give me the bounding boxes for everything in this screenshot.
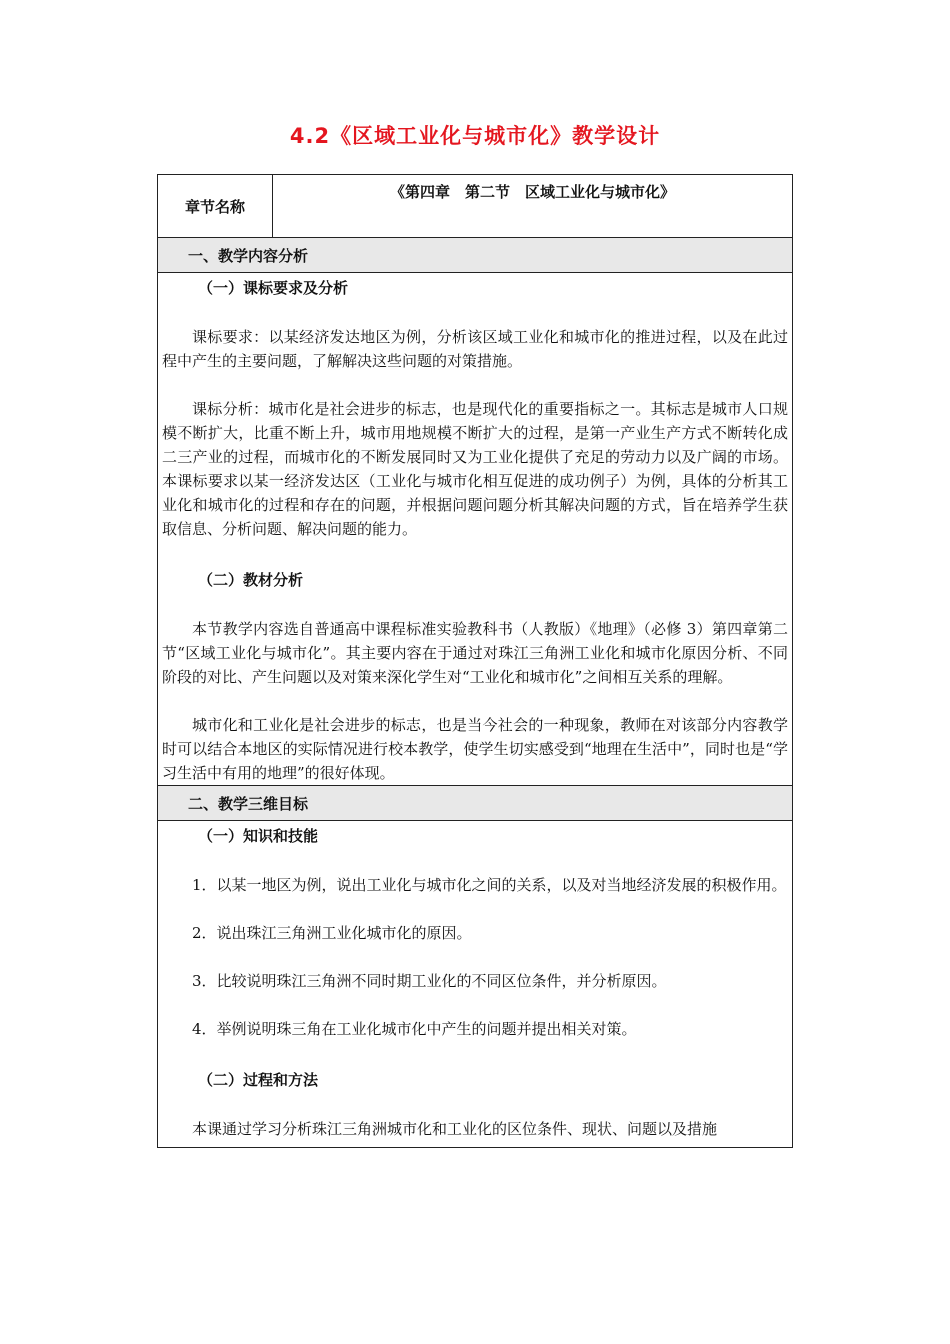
lesson-plan-table	[157, 174, 793, 1148]
section2-body-row	[158, 821, 793, 1148]
section2-heading-row	[158, 786, 793, 821]
section1-paragraph: 课标要求：以某经济发达地区为例，分析该区域工业化和城市化的推进过程，以及在此过程中产生的主要问题，了解解决这些问题的对策措施。	[162, 328, 788, 370]
document-title: 4.2《区域工业化与城市化》教学设计	[289, 124, 661, 148]
section2-sub2: （二）过程和方法	[198, 1071, 319, 1089]
section1-heading-row	[158, 238, 793, 273]
chapter-label: 章节名称	[158, 175, 273, 238]
section1-sub2: （二）教材分析	[198, 571, 304, 589]
section2-paragraph: 本课通过学习分析珠江三角洲城市化和工业化的区位条件、现状、问题以及措施	[192, 1120, 718, 1138]
section1-paragraph: 城市化和工业化是社会进步的标志，也是当今社会的一种现象，教师在对该部分内容教学时可以结合本地区的实际情况进行校本教学，使学生切实感受到“地理在生活中”，同时也是“学习生活中有用的地理”的很好体现。	[162, 716, 788, 782]
section1-body-row	[158, 273, 793, 786]
section2-body	[158, 821, 793, 1148]
objective-item: 3．比较说明珠江三角洲不同时期工业化的不同区位条件，并分析原因。	[192, 972, 667, 990]
chapter-value: 《第四章 第二节 区域工业化与城市化》	[273, 175, 793, 238]
objective-item: 4．举例说明珠三角在工业化城市化中产生的问题并提出相关对策。	[192, 1020, 637, 1038]
section1-paragraph: 课标分析：城市化是社会进步的标志，也是现代化的重要指标之一。其标志是城市人口规模不断扩大，比重不断上升，城市用地规模不断扩大的过程，是第一产业生产方式不断转化成二三产业的过程，而城市化的不断发展同时又为工业化提供了充足的劳动力以及广阔的市场。本课标要求以某一经济发达区（工业化与城市化相互促进的成功例子）为例，具体的分析其工业化和城市化的过程和存在的问题，并根据问题问题分析其解决问题的方式，旨在培养学生获取信息、分析问题、解决问题的能力。	[162, 400, 788, 538]
section1-heading: 一、教学内容分析	[158, 238, 793, 273]
section2-sub1: （一）知识和技能	[198, 827, 319, 845]
header-row	[158, 175, 793, 238]
objective-item: 1．以某一地区为例，说出工业化与城市化之间的关系，以及对当地经济发展的积极作用。	[192, 876, 787, 894]
section1-paragraph: 本节教学内容选自普通高中课程标准实验教科书（人教版）《地理》（必修 3）第四章第二节“区域工业化与城市化”。其主要内容在于通过对珠江三角洲工业化和城市化原因分析、不同阶段的对比、产生问题以及对策来深化学生对“工业化和城市化”之间相互关系的理解。	[162, 620, 788, 686]
objective-item: 2．说出珠江三角洲工业化城市化的原因。	[192, 924, 472, 942]
section1-body	[158, 273, 793, 786]
section1-sub1: （一）课标要求及分析	[198, 279, 349, 297]
section2-heading: 二、教学三维目标	[158, 786, 793, 821]
